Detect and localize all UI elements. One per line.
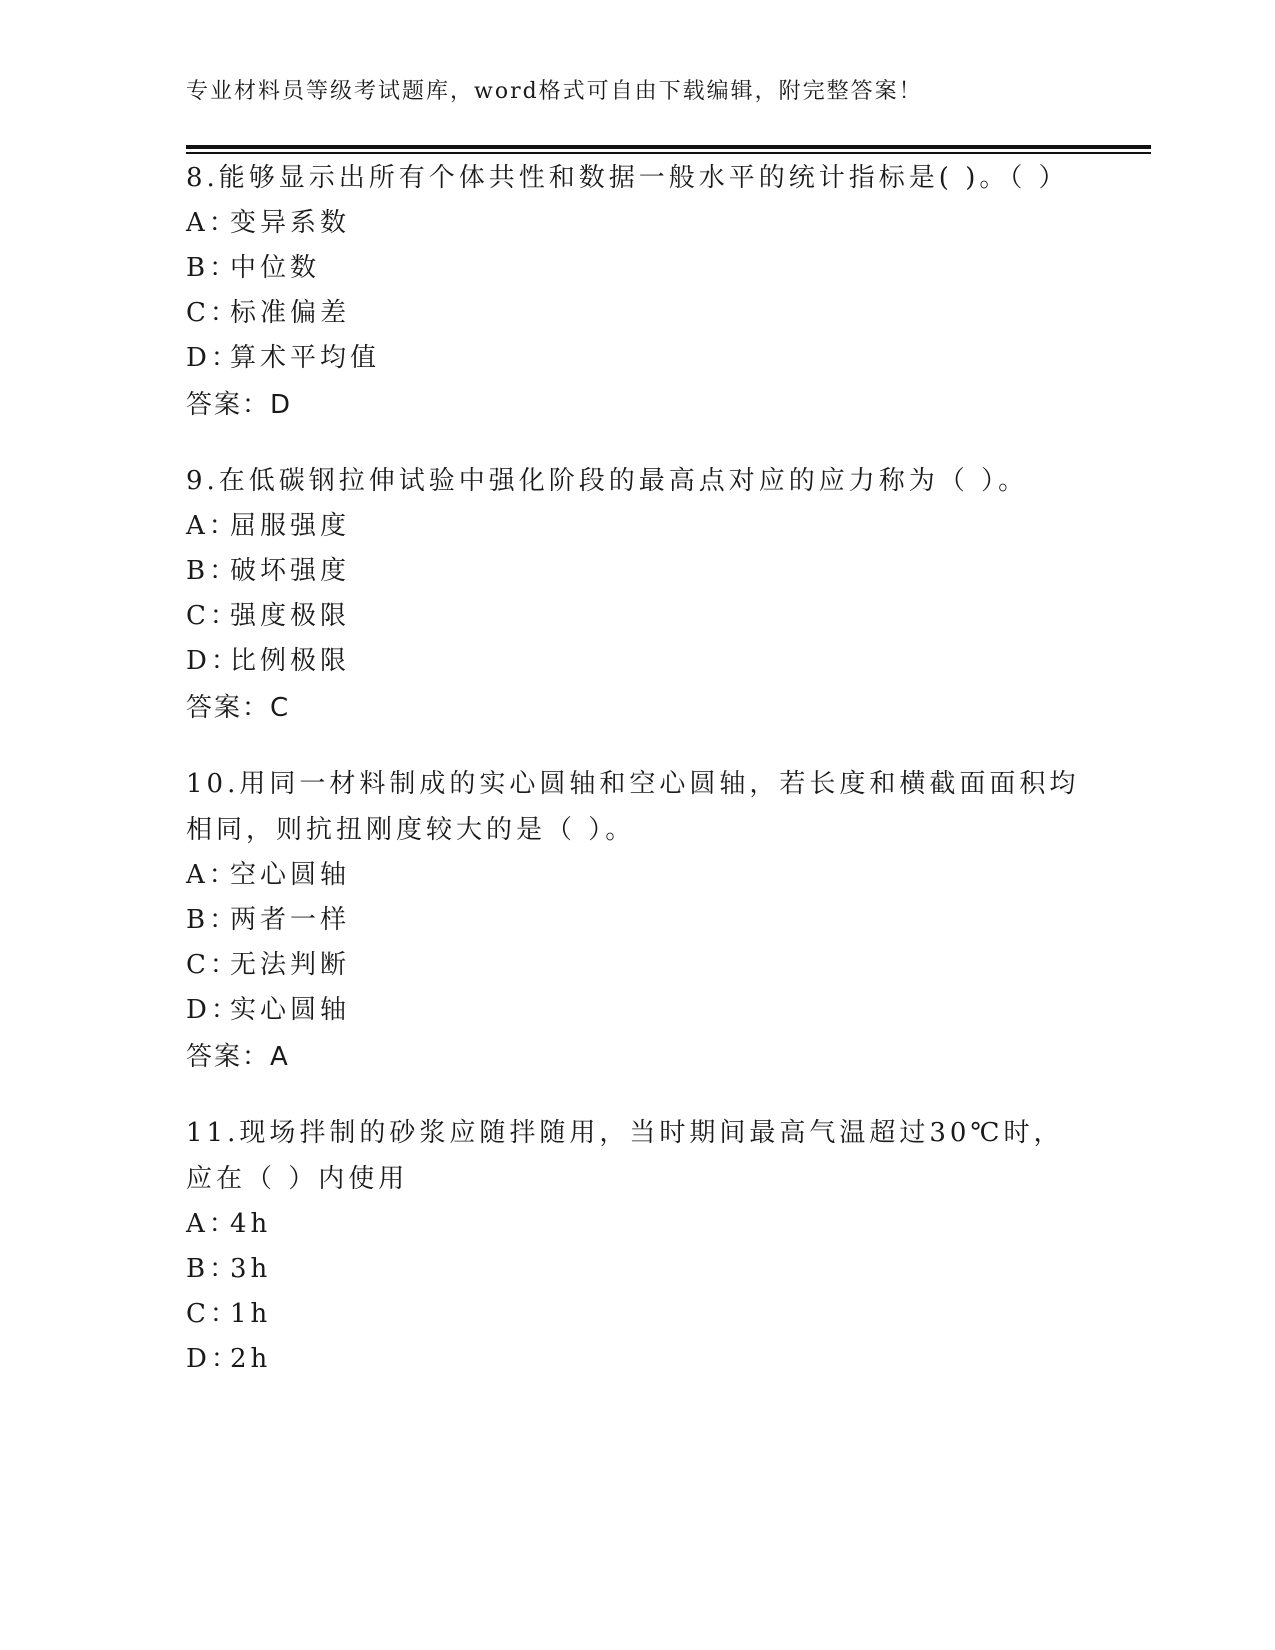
option-b [186,246,1086,291]
question-stem: 11.现场拌制的砂浆应随拌随用，当时期间最高气温超过30℃时，应在（ ）内使用 [186,1118,1064,1194]
option-key: C： [186,1299,240,1329]
option-a [186,504,1086,549]
option-key: C： [186,298,240,328]
option-text: 标准偏差 [230,298,351,328]
option-d [186,1337,1086,1382]
option-b [186,898,1086,943]
option-text: 强度极限 [230,601,351,631]
option-key: D： [186,995,241,1025]
option-a [186,201,1086,246]
option-c [186,1292,1086,1337]
option-text: 破坏强度 [230,556,351,586]
header-rule-thin [186,152,1151,154]
question-8 [186,155,1086,429]
option-key: D： [186,646,241,676]
header-rule-thick [186,145,1151,149]
option-key: D： [186,343,241,373]
option-text: 实心圆轴 [230,995,351,1025]
question-11 [186,1110,1086,1382]
option-c [186,594,1086,639]
option-text: 两者一样 [230,905,351,935]
answer-label: 答案：A [186,1042,290,1072]
option-text: 变异系数 [230,208,351,238]
option-key: B： [186,905,240,935]
option-text: 中位数 [230,253,321,283]
question-list [186,155,1086,1411]
answer-label: 答案：C [186,693,291,723]
question-stem: 8.能够显示出所有个体共性和数据一般水平的统计指标是( )。（ ） [186,163,1069,193]
option-c [186,291,1086,336]
question-9 [186,458,1086,732]
option-a [186,1202,1086,1247]
question-stem: 9.在低碳钢拉伸试验中强化阶段的最高点对应的应力称为（ ）。 [186,466,1029,496]
option-text: 算术平均值 [230,343,381,373]
option-d [186,336,1086,381]
option-text: 2h [230,1344,272,1374]
option-key: B： [186,253,240,283]
option-d [186,639,1086,684]
option-key: C： [186,601,240,631]
question-10 [186,761,1086,1081]
option-key: A： [186,860,239,890]
option-key: A： [186,511,239,541]
option-text: 比例极限 [230,646,351,676]
option-d [186,988,1086,1033]
option-text: 4h [230,1209,272,1239]
option-text: 屈服强度 [230,511,351,541]
option-b [186,549,1086,594]
option-key: A： [186,208,239,238]
option-key: B： [186,556,240,586]
option-key: A： [186,1209,239,1239]
option-text: 空心圆轴 [230,860,351,890]
option-key: D： [186,1344,241,1374]
question-stem: 10.用同一材料制成的实心圆轴和空心圆轴，若长度和横截面面积均相同，则抗扭刚度较大的是（ ）。 [186,769,1080,845]
option-key: C： [186,950,240,980]
option-text: 1h [230,1299,272,1329]
option-c [186,943,1086,988]
option-key: B： [186,1254,240,1284]
answer-label: 答案：D [186,390,293,420]
option-text: 无法判断 [230,950,351,980]
option-b [186,1247,1086,1292]
option-text: 3h [230,1254,272,1284]
option-a [186,853,1086,898]
page-header: 专业材料员等级考试题库，word格式可自由下载编辑，附完整答案！ [186,79,923,104]
